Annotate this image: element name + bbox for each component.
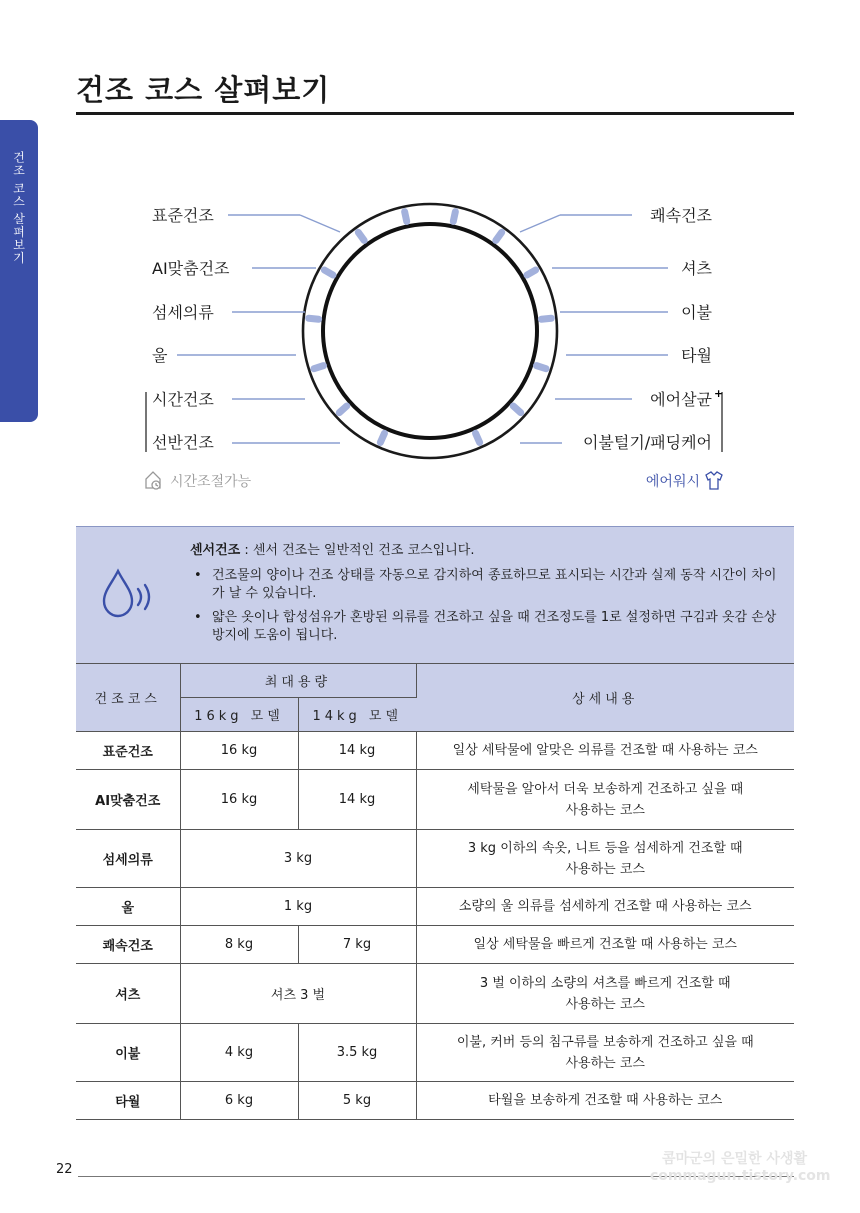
dial-tick bbox=[380, 433, 384, 442]
air-sterilize-plus-mark: + bbox=[714, 387, 724, 400]
dial-label-delicates: 섬세의류 bbox=[152, 303, 214, 322]
side-chapter-tab-label: 건조 코스 살펴보기 bbox=[11, 151, 26, 265]
dial-label-quick-dry: 쾌속건조 bbox=[650, 206, 712, 225]
dial-tick bbox=[496, 232, 502, 240]
dial-label-rack-dry: 선반건조 bbox=[152, 433, 214, 452]
airwash-note: 에어워시 bbox=[645, 474, 700, 490]
dial-tick bbox=[541, 318, 551, 319]
course-detail-line: 사용하는 코스 bbox=[565, 1055, 645, 1071]
dial-tick bbox=[358, 232, 364, 240]
sensor-info-title: 센서건조 bbox=[190, 543, 241, 558]
dial-tick bbox=[405, 212, 407, 222]
course-name: AI맞춤건조 bbox=[76, 770, 180, 830]
header-max-capacity: 최대용량 bbox=[180, 664, 416, 698]
sensor-info-bullet: • 건조물의 양이나 건조 상태를 자동으로 감지하여 종료하므로 표시되는 시간과 실제 동작 시간이 차이가 날 수 있습니다. bbox=[192, 567, 782, 603]
capacity-shared: 셔츠 3 벌 bbox=[180, 964, 416, 1024]
course-detail-line: 세탁물을 알아서 더욱 보송하게 건조하고 싶을 때 bbox=[467, 781, 744, 797]
table-row bbox=[76, 1082, 794, 1120]
dial-tick bbox=[339, 406, 346, 413]
dial-label-time-dry: 시간건조 bbox=[152, 390, 214, 409]
course-name: 섬세의류 bbox=[76, 830, 180, 888]
dial-label-ai-custom: AI맞춤건조 bbox=[152, 259, 230, 278]
airwash-shirt-icon bbox=[706, 472, 722, 489]
dial-ring bbox=[303, 204, 557, 458]
course-name: 표준건조 bbox=[76, 732, 180, 770]
sensor-drop-icon bbox=[100, 565, 156, 621]
capacity-14kg: 14 kg bbox=[298, 770, 416, 830]
capacity-14kg: 5 kg bbox=[298, 1082, 416, 1120]
course-detail: 일상 세탁물을 빠르게 건조할 때 사용하는 코스 bbox=[416, 926, 794, 964]
dial-label-towels: 타월 bbox=[681, 346, 712, 365]
course-detail-line: 이불, 커버 등의 침구류를 보송하게 건조하고 싶을 때 bbox=[456, 1034, 754, 1050]
dial-tick bbox=[527, 270, 536, 275]
dial-tick bbox=[453, 212, 455, 222]
course-name: 셔츠 bbox=[76, 964, 180, 1024]
capacity-16kg: 16 kg bbox=[180, 770, 298, 830]
course-detail-line: 사용하는 코스 bbox=[565, 996, 645, 1012]
page-title: 건조 코스 살펴보기 bbox=[76, 73, 331, 107]
dial-tick bbox=[314, 366, 324, 369]
dial-inner-ring bbox=[323, 224, 537, 438]
course-detail bbox=[416, 770, 794, 830]
page-number: 22 bbox=[56, 1162, 73, 1177]
course-table bbox=[76, 663, 794, 1120]
lead-quick-dry-bend bbox=[520, 215, 560, 232]
table-row bbox=[76, 770, 794, 830]
header-course: 건조코스 bbox=[76, 664, 180, 732]
table-row bbox=[76, 926, 794, 964]
course-detail-line: 3 벌 이하의 소량의 셔츠를 빠르게 건조할 때 bbox=[479, 975, 731, 991]
table-row bbox=[76, 732, 794, 770]
dial-label-shirts: 셔츠 bbox=[681, 259, 712, 278]
dial-tick bbox=[513, 406, 520, 413]
table-row bbox=[76, 830, 794, 888]
capacity-16kg: 8 kg bbox=[180, 926, 298, 964]
sensor-info-bullet: • 얇은 옷이나 합성섬유가 혼방된 의류를 건조하고 싶을 때 건조정도를 1로 설정하면 구김과 옷감 손상 방지에 도움이 됩니다. bbox=[192, 609, 782, 645]
course-detail: 타월을 보송하게 건조할 때 사용하는 코스 bbox=[416, 1082, 794, 1120]
capacity-shared: 1 kg bbox=[180, 888, 416, 926]
course-detail: 일상 세탁물에 알맞은 의류를 건조할 때 사용하는 코스 bbox=[416, 732, 794, 770]
time-adjust-note: 시간조절가능 bbox=[170, 474, 252, 490]
dial-tick bbox=[476, 433, 480, 442]
sensor-info-description: : 센서 건조는 일반적인 건조 코스입니다. bbox=[240, 543, 475, 558]
table-row bbox=[76, 964, 794, 1024]
dial-tick bbox=[324, 270, 333, 275]
dial-label-wool: 울 bbox=[152, 346, 168, 365]
dial-label-bedding-refresh: 이불털기/패딩케어 bbox=[582, 433, 712, 452]
capacity-16kg: 16 kg bbox=[180, 732, 298, 770]
dial-tick bbox=[309, 318, 319, 319]
course-detail-line: 사용하는 코스 bbox=[565, 802, 645, 818]
course-name: 타월 bbox=[76, 1082, 180, 1120]
dial-label-air-sterilize: 에어살균 bbox=[650, 390, 712, 409]
header-model-16kg: 16kg 모델 bbox=[180, 698, 298, 732]
watermark-title: 콤마군의 은밀한 사생활 bbox=[662, 1151, 807, 1167]
header-model-14kg: 14kg 모델 bbox=[298, 698, 416, 732]
time-adjust-icon bbox=[146, 472, 160, 489]
course-name: 쾌속건조 bbox=[76, 926, 180, 964]
dial-label-standard: 표준건조 bbox=[152, 206, 214, 225]
capacity-14kg: 7 kg bbox=[298, 926, 416, 964]
capacity-14kg: 3.5 kg bbox=[298, 1024, 416, 1082]
capacity-14kg: 14 kg bbox=[298, 732, 416, 770]
course-detail bbox=[416, 830, 794, 888]
header-detail: 상세내용 bbox=[416, 664, 794, 732]
sensor-info-heading bbox=[190, 539, 474, 558]
course-name: 울 bbox=[76, 888, 180, 926]
dial-label-bedding: 이불 bbox=[681, 303, 712, 322]
course-detail-line: 3 kg 이하의 속옷, 니트 등을 섬세하게 건조할 때 bbox=[467, 840, 743, 856]
course-detail bbox=[416, 1024, 794, 1082]
course-detail-line: 사용하는 코스 bbox=[565, 861, 645, 877]
lead-standard-bend bbox=[300, 215, 340, 232]
course-name: 이불 bbox=[76, 1024, 180, 1082]
capacity-shared: 3 kg bbox=[180, 830, 416, 888]
capacity-16kg: 6 kg bbox=[180, 1082, 298, 1120]
course-dial-diagram bbox=[0, 0, 860, 500]
table-row bbox=[76, 1024, 794, 1082]
course-detail bbox=[416, 964, 794, 1024]
sensor-dry-info-box bbox=[76, 526, 794, 664]
sensor-info-bullets bbox=[192, 567, 782, 651]
watermark-url: commagun.tistory.com bbox=[650, 1168, 831, 1184]
course-detail: 소량의 울 의류를 섬세하게 건조할 때 사용하는 코스 bbox=[416, 888, 794, 926]
capacity-16kg: 4 kg bbox=[180, 1024, 298, 1082]
table-row bbox=[76, 888, 794, 926]
dial-tick bbox=[537, 366, 547, 369]
